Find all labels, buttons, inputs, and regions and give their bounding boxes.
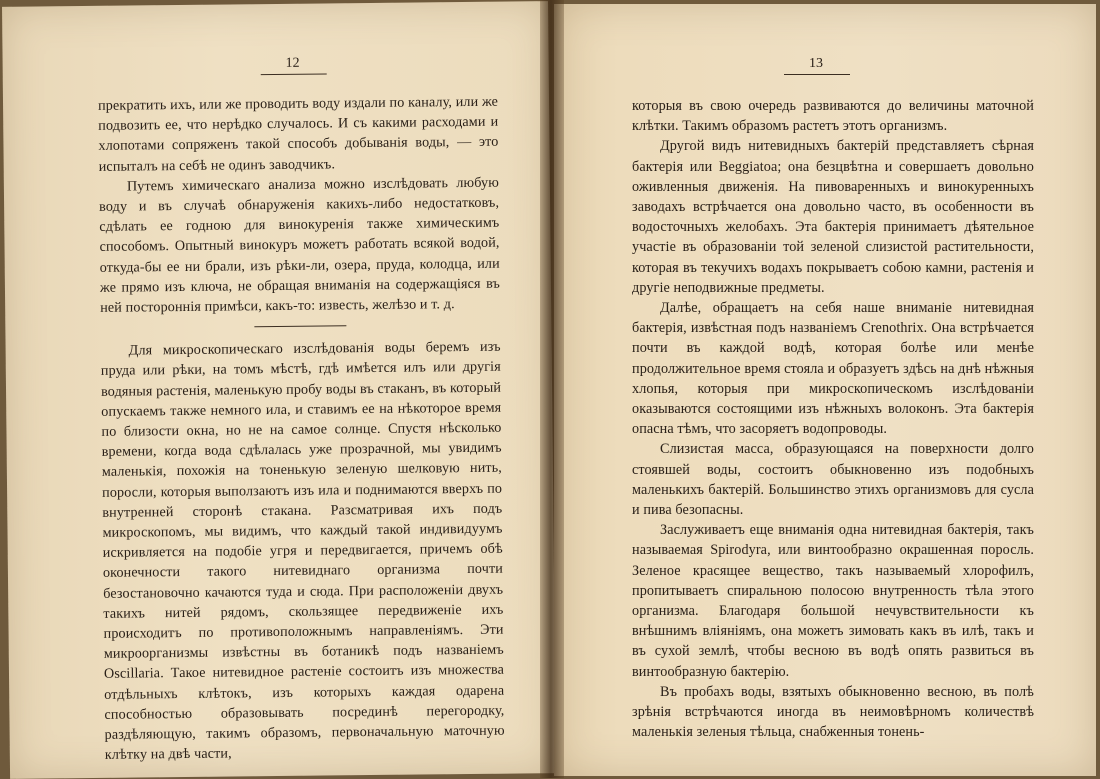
paragraph: Заслуживаетъ еще вниманія одна нитевидная бактерія, такъ называемая Spirodyra, или винтообразно окрашенная поросль. Зеленое красящее вещество, такъ называемый хлорофилъ, пропитываетъ спиральною полосою внутренность тѣла этого организма. Благодаря большой нечувствительности къ внѣшнимъ вліяніямъ, она можетъ зимовать какъ въ илѣ, такъ и въ сухой землѣ, чтобы весною въ водѣ опять развиться въ винтообразную бактерію. xyxy=(632,522,1034,680)
book-gutter xyxy=(540,0,564,778)
header-rule xyxy=(784,74,850,75)
left-page-text xyxy=(98,92,505,766)
page-number: 13 xyxy=(809,56,823,71)
paragraph: прекратить ихъ, или же проводить воду издали по каналу, или же подвозить ее, что нерѣдко случалось. И съ какими расходами и хлопотами сопряженъ такой способъ добыванія воды, — это испыталъ на себѣ не одинъ заводчикъ. xyxy=(97,93,499,175)
header-rule xyxy=(261,73,327,75)
paragraph: Для микроскопическаго изслѣдованія воды беремъ изъ пруда или рѣки, на томъ мѣстѣ, гдѣ имѣется илъ или другія водяныя растенія, маленькую пробу воды въ стаканъ, въ который опускаемъ также немного ила, и ставимъ ее на нѣкоторое время по близости окна, но не на самое солнце. Спустя нѣсколько времени, когда вода сдѣлалась уже прозрачной, мы увидимъ маленькія, похожія на тоненькую зеленую шелковую нить, поросли, которыя выползаютъ изъ ила и поднимаются вверхъ по внутренней сторонѣ стакана. Разсматривая ихъ подъ микроскопомъ, мы видимъ, что каждый такой индивидуумъ искривляется на подобіе угря и передвигается, причемъ обѣ оконечности такого нитевиднаго организма почти безостановочно качаются туда и сюда. При расположеніи двухъ такихъ нитей рядомъ, скользящее передвиженіе ихъ происходитъ по противоположнымъ направленіямъ. Эти микроорганизмы извѣстны въ ботаникѣ подъ названіемъ Oscillaria. Такое нитевидное растеніе состоитъ изъ множества отдѣльныхъ клѣтокъ, изъ которыхъ каждая одарена способностью образовывать посрединѣ перегородку, раздѣляющую, такимъ образомъ, первоначальную маточную клѣтку на двѣ части, xyxy=(100,338,505,764)
right-page xyxy=(554,4,1096,776)
paragraph: Путемъ химическаго анализа можно изслѣдовать любую воду и въ случаѣ обнаруженія какихъ-либо недостатковъ, сдѣлать ее годною для винокуренія также химическимъ способомъ. Опытный винокуръ можетъ работать всякой водой, откуда-бы ее ни брали, изъ рѣки-ли, озера, пруда, колодца, или же прямо изъ ключа, не обращая вниманія на содержащіяся въ ней постороннія примѣси, какъ-то: известь, желѣзо и т. д. xyxy=(99,174,501,316)
page-number: 12 xyxy=(285,55,300,71)
paragraph: Другой видъ нитевидныхъ бактерій представляетъ сѣрная бактерія или Beggiatoa; она безцвѣтна и совершаетъ довольно оживленныя движенія. На пивоваренныхъ и винокуренныхъ заводахъ встрѣчается она довольно часто, въ особенности въ водосточныхъ желобахъ. Эта бактерія принимаетъ дѣятельное участіе въ образованіи той зеленой слизистой растительности, которая въ текучихъ водахъ покрываетъ собою камни, растенія и другіе неподвижные предметы. xyxy=(632,138,1034,296)
paragraph: Въ пробахъ воды, взятыхъ обыкновенно весною, въ полѣ зрѣнія встрѣчаются иногда въ неимовѣрномъ количествѣ маленькія зеленыя тѣльца, снабженныя тонень- xyxy=(632,683,1034,741)
paragraph: которыя въ свою очередь развиваются до величины маточной клѣтки. Такимъ образомъ растетъ этотъ организмъ. xyxy=(632,98,1034,135)
left-page xyxy=(2,1,556,779)
section-divider xyxy=(254,326,346,328)
paragraph: Слизистая масса, образующаяся на поверхности долго стоявшей воды, состоитъ обыкновенно изъ подобныхъ маленькихъ бактерій. Большинство этихъ организмовъ для сусла и пива безопасны. xyxy=(632,441,1034,519)
right-page-text xyxy=(632,96,1034,743)
paragraph: Далѣе, обращаетъ на себя наше вниманіе нитевидная бактерія, извѣстная подъ названіемъ Crenothrix. Она встрѣчается почти въ каждой водѣ, которая болѣе или менѣе продолжительное время стояла и образуетъ здѣсь на днѣ нѣжныя хлопья, которыя при микроскопическомъ изслѣдованіи оказываются состоящими изъ нѣжныхъ волоконъ. Эта бактерія опасна тѣмъ, что засоряетъ водопроводы. xyxy=(632,300,1034,438)
